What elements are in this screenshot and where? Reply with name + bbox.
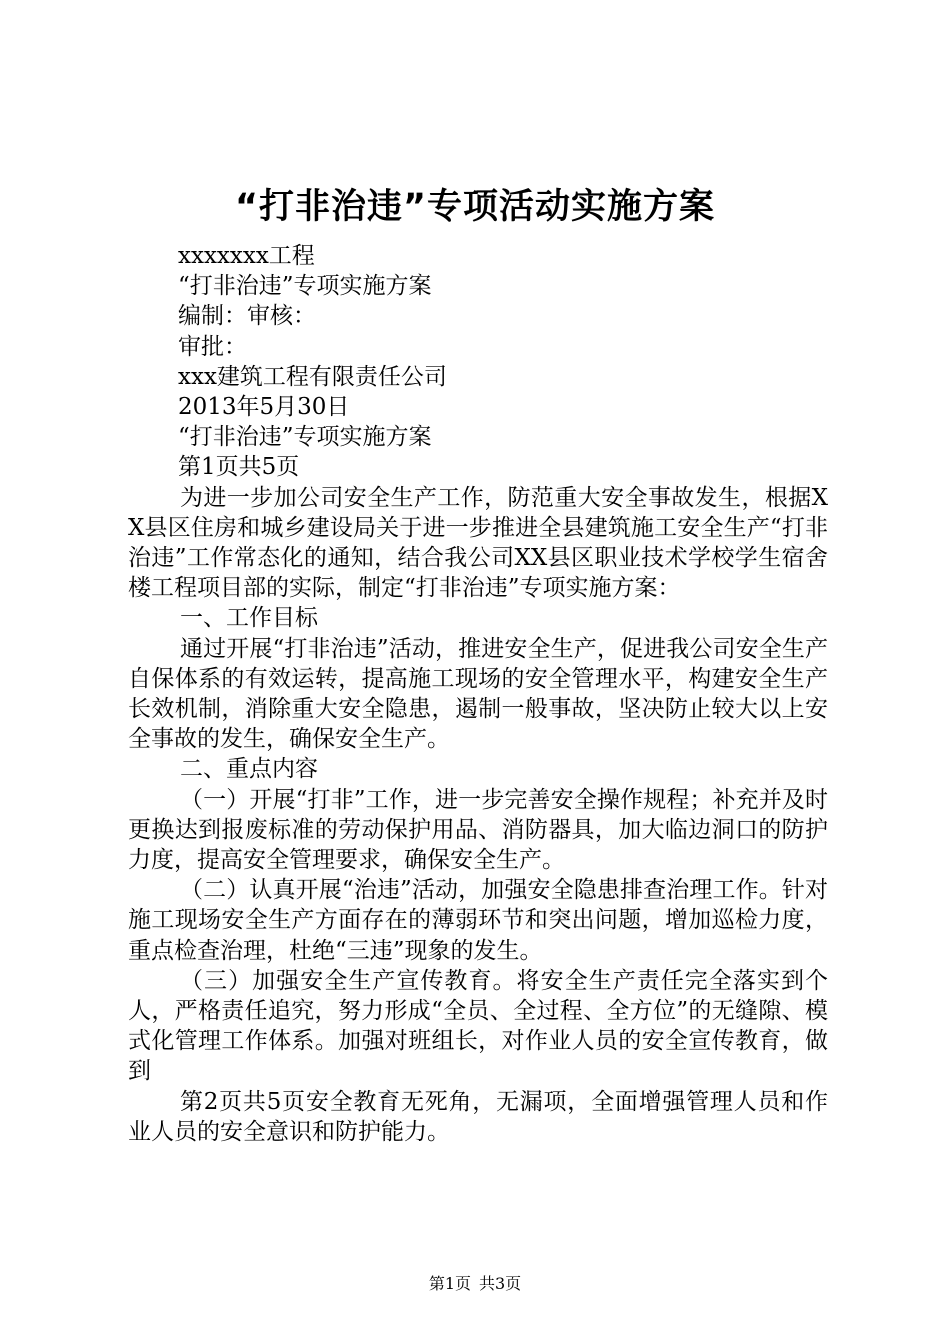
- footer-page-number: 第1页: [428, 1274, 471, 1293]
- header-line-project: xxxxxxx工程: [178, 243, 315, 269]
- header-line-plan-name: “打非治违”专项实施方案: [178, 273, 432, 300]
- header-line-editor-reviewer: 编制：审核：: [178, 303, 316, 330]
- paragraph-item-3: （三）加强安全生产宣传教育。将安全生产责任完全落实到个人，严格责任追究，努力形成“全员、全过程、全方位”的无缝隙、模式化管理工作体系。加强对班组长，对作业人员的安全宣传教育，做到: [128, 967, 828, 1085]
- paragraph-item-2: （二）认真开展“治违”活动，加强安全隐患排查治理工作。针对施工现场安全生产方面存在的薄弱环节和突出问题，增加巡检力度，重点检查治理，杜绝“三违”现象的发生。: [128, 877, 828, 964]
- header-line-approver: 审批：: [178, 333, 247, 360]
- document-title: “打非治违”专项活动实施方案: [234, 187, 715, 227]
- document-body: [128, 241, 828, 1147]
- section-heading-goals: 一、工作目标: [180, 605, 318, 632]
- page-footer: [0, 1273, 950, 1295]
- header-line-date: 2013年5月30日: [178, 393, 350, 420]
- header-line-page-count: 第1页共5页: [178, 454, 300, 481]
- paragraph-continuation: 第2页共5页安全教育无死角，无漏项，全面增强管理人员和作业人员的安全意识和防护能力。: [128, 1088, 828, 1145]
- section-heading-key-content: 二、重点内容: [180, 756, 318, 783]
- header-line-company: xxx建筑工程有限责任公司: [178, 363, 447, 390]
- paragraph-intro: 为进一步加公司安全生产工作，防范重大安全事故发生，根据XX县区住房和城乡建设局关于进一步推进全县建筑施工安全生产“打非治违”工作常态化的通知，结合我公司XX县区职业技术学校学生宿舍楼工程项目部的实际，制定“打非治违”专项实施方案：: [128, 484, 828, 602]
- paragraph-item-1: （一）开展“打非”工作，进一步完善安全操作规程；补充并及时更换达到报废标准的劳动保护用品、消防器具，加大临边洞口的防护力度，提高安全管理要求，确保安全生产。: [128, 786, 828, 873]
- footer-total-pages: 共3页: [479, 1274, 522, 1293]
- paragraph-goals: 通过开展“打非治违”活动，推进安全生产，促进我公司安全生产自保体系的有效运转，提高施工现场的安全管理水平，构建安全生产长效机制，消除重大安全隐患，遏制一般事故，坚决防止较大以上安全事故的发生，确保安全生产。: [128, 635, 828, 753]
- header-line-plan-name-repeat: “打非治违”专项实施方案: [178, 424, 432, 451]
